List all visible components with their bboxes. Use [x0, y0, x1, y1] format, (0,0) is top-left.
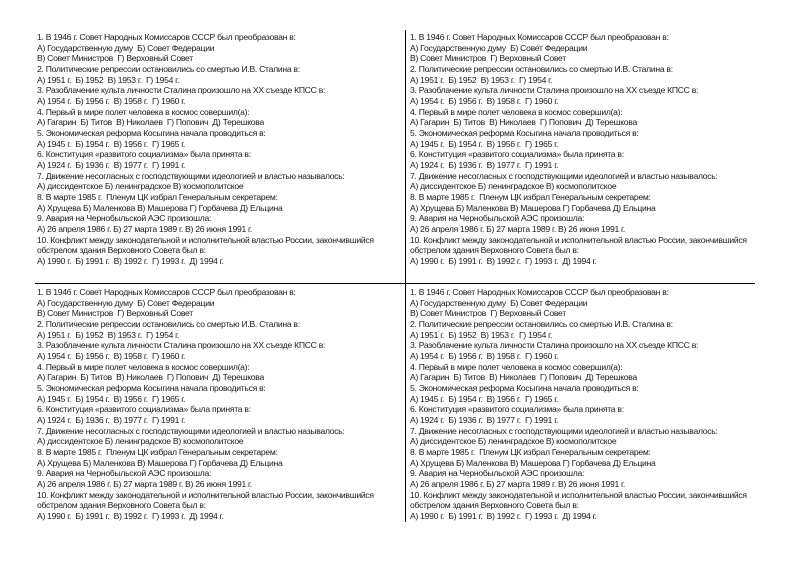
- quiz-line: А) 1924 г. Б) 1936 г. В) 1977 г. Г) 1991 г.: [410, 415, 559, 426]
- quiz-line: обстрелом здания Верховного Совета был в:: [410, 500, 579, 511]
- quiz-line: А) 1924 г. Б) 1936 г. В) 1977 г. Г) 1991 г.: [37, 160, 186, 171]
- quiz-line: А) диссидентское Б) ленинградское В) космополитское: [37, 436, 244, 447]
- quiz-line: А) Гагарин Б) Титов В) Николаев Г) Попович Д) Терешкова: [37, 372, 264, 383]
- quiz-line: обстрелом здания Верховного Совета был в:: [37, 500, 206, 511]
- quiz-line: А) 1924 г. Б) 1936 г. В) 1977 г. Г) 1991 г.: [37, 415, 186, 426]
- quiz-line: 10. Конфликт между законодательной и исполнительной властью России, закончившийся: [37, 234, 374, 245]
- quiz-line: А) 1951 г. Б) 1952 В) 1953 г. Г) 1954 г.: [410, 74, 553, 85]
- quiz-line: А) 1945 г. Б) 1954 г. В) 1956 г. Г) 1965 г.: [410, 138, 559, 149]
- quiz-line: 1. В 1946 г. Совет Народных Комиссаров СССР был преобразован в:: [37, 32, 296, 42]
- quiz-line: 9. Авария на Чернобыльской АЭС произошла:: [37, 468, 212, 479]
- quiz-line: 3. Разоблачение культа личности Сталина произошло на ХХ съезде КПСС в:: [37, 85, 326, 96]
- quiz-line: 2. Политические репрессии остановились со смертью И.В. Сталина в:: [410, 319, 673, 330]
- quiz-line: 6. Конституция «развитого социализма» была принята в:: [410, 404, 624, 415]
- quiz-line: А) 1945 г. Б) 1954 г. В) 1956 г. Г) 1965 г.: [410, 393, 559, 404]
- quiz-line: А) 1945 г. Б) 1954 г. В) 1956 г. Г) 1965 г.: [37, 393, 186, 404]
- quiz-line: 6. Конституция «развитого социализма» была принята в:: [37, 404, 251, 415]
- quiz-line: 7. Движение несогласных с господствующими идеологией и властью называлось:: [37, 170, 345, 181]
- quiz-line: А) диссидентское Б) ленинградское В) космополитское: [410, 436, 617, 447]
- quiz-line: В) Совет Министров Г) Верховный Совет: [37, 53, 193, 64]
- quiz-line: А) Гагарин Б) Титов В) Николаев Г) Попович Д) Терешкова: [37, 117, 264, 128]
- quiz-line: 4. Первый в мире полет человека в космос совершил(а):: [37, 106, 250, 117]
- quiz-line: 8. В марте 1985 г. Пленум ЦК избрал Генеральным секретарем:: [37, 447, 278, 458]
- quiz-line: А) 1945 г. Б) 1954 г. В) 1956 г. Г) 1965 г.: [37, 138, 186, 149]
- quiz-line: 2. Политические репрессии остановились со смертью И.В. Сталина в:: [37, 64, 300, 75]
- quiz-copy-bottom-left: [37, 287, 403, 522]
- quiz-line: 1. В 1946 г. Совет Народных Комиссаров СССР был преобразован в:: [410, 287, 669, 297]
- quiz-line: 3. Разоблачение культа личности Сталина произошло на ХХ съезде КПСС в:: [410, 340, 699, 351]
- quiz-line: 4. Первый в мире полет человека в космос совершил(а):: [37, 361, 250, 372]
- quiz-line: 6. Конституция «развитого социализма» была принята в:: [410, 149, 624, 160]
- quiz-line: 4. Первый в мире полет человека в космос совершил(а):: [410, 106, 623, 117]
- quiz-line: А) Государственную думу Б) Совет Федерации: [410, 297, 588, 308]
- quiz-line: 2. Политические репрессии остановились со смертью И.В. Сталина в:: [37, 319, 300, 330]
- quiz-line: А) 26 апреля 1986 г. Б) 27 марта 1989 г. В) 26 июня 1991 г.: [37, 224, 252, 235]
- quiz-line: 8. В марте 1985 г. Пленум ЦК избрал Генеральным секретарем:: [410, 447, 651, 458]
- quiz-copy-top-right: [410, 32, 796, 267]
- quiz-line: А) 1951 г. Б) 1952 В) 1953 г. Г) 1954 г.: [37, 74, 180, 85]
- quiz-line: 9. Авария на Чернобыльской АЭС произошла:: [37, 213, 212, 224]
- quiz-line: А) 1990 г. Б) 1991 г. В) 1992 г. Г) 1993 г. Д) 1994 г.: [37, 256, 224, 267]
- quiz-copy-bottom-right: [410, 287, 796, 522]
- quiz-line: 7. Движение несогласных с господствующими идеологией и властью называлось:: [410, 425, 718, 436]
- quiz-line: А) диссидентское Б) ленинградское В) космополитское: [37, 181, 244, 192]
- quiz-line: А) диссидентское Б) ленинградское В) космополитское: [410, 181, 617, 192]
- quiz-line: 5. Экономическая реформа Косыгина начала проводиться в:: [410, 383, 639, 394]
- quiz-line: А) Хрущева Б) Маленкова В) Машерова Г) Горбачева Д) Ельцина: [37, 202, 283, 213]
- quiz-line: 5. Экономическая реформа Косыгина начала проводиться в:: [37, 383, 266, 394]
- quiz-line: обстрелом здания Верховного Совета был в:: [37, 245, 206, 256]
- quiz-line: А) 1954 г. Б) 1956 г. В) 1958 г. Г) 1960 г.: [37, 96, 186, 107]
- quiz-line: 7. Движение несогласных с господствующими идеологией и властью называлось:: [410, 170, 718, 181]
- quiz-line: 5. Экономическая реформа Косыгина начала проводиться в:: [410, 128, 639, 139]
- quiz-line: А) Хрущева Б) Маленкова В) Машерова Г) Горбачева Д) Ельцина: [410, 202, 656, 213]
- row-divider-line: [35, 283, 755, 284]
- quiz-line: А) 1990 г. Б) 1991 г. В) 1992 г. Г) 1993 г. Д) 1994 г.: [410, 256, 597, 267]
- quiz-line: А) 1951 г. Б) 1952 В) 1953 г. Г) 1954 г.: [37, 329, 180, 340]
- quiz-line: 10. Конфликт между законодательной и исполнительной властью России, закончившийся: [410, 489, 747, 500]
- quiz-line: А) Хрущева Б) Маленкова В) Машерова Г) Горбачева Д) Ельцина: [410, 457, 656, 468]
- quiz-line: В) Совет Министров Г) Верховный Совет: [410, 308, 566, 319]
- quiz-line: 2. Политические репрессии остановились со смертью И.В. Сталина в:: [410, 64, 673, 75]
- quiz-line: А) 26 апреля 1986 г. Б) 27 марта 1989 г. В) 26 июня 1991 г.: [410, 224, 625, 235]
- quiz-line: 5. Экономическая реформа Косыгина начала проводиться в:: [37, 128, 266, 139]
- quiz-line: А) 1954 г. Б) 1956 г. В) 1958 г. Г) 1960 г.: [37, 351, 186, 362]
- quiz-line: 3. Разоблачение культа личности Сталина произошло на ХХ съезде КПСС в:: [37, 340, 326, 351]
- quiz-line: 1. В 1946 г. Совет Народных Комиссаров СССР был преобразован в:: [410, 32, 669, 42]
- quiz-line: 3. Разоблачение культа личности Сталина произошло на ХХ съезде КПСС в:: [410, 85, 699, 96]
- quiz-line: 6. Конституция «развитого социализма» была принята в:: [37, 149, 251, 160]
- quiz-line: А) Государственную думу Б) Совет Федерации: [37, 42, 215, 53]
- quiz-copy-top-left: [37, 32, 403, 267]
- quiz-line: 10. Конфликт между законодательной и исполнительной властью России, закончившийся: [410, 234, 747, 245]
- quiz-line: А) Хрущева Б) Маленкова В) Машерова Г) Горбачева Д) Ельцина: [37, 457, 283, 468]
- quiz-line: А) 1990 г. Б) 1991 г. В) 1992 г. Г) 1993 г. Д) 1994 г.: [37, 511, 224, 522]
- quiz-line: А) 1924 г. Б) 1936 г. В) 1977 г. Г) 1991 г.: [410, 160, 559, 171]
- quiz-line: А) 1990 г. Б) 1991 г. В) 1992 г. Г) 1993 г. Д) 1994 г.: [410, 511, 597, 522]
- quiz-line: В) Совет Министров Г) Верховный Совет: [410, 53, 566, 64]
- quiz-line: 4. Первый в мире полет человека в космос совершил(а):: [410, 361, 623, 372]
- quiz-line: А) Гагарин Б) Титов В) Николаев Г) Попович Д) Терешкова: [410, 117, 637, 128]
- quiz-line: А) 1954 г. Б) 1956 г. В) 1958 г. Г) 1960 г.: [410, 96, 559, 107]
- quiz-line: 8. В марте 1985 г. Пленум ЦК избрал Генеральным секретарем:: [410, 192, 651, 203]
- quiz-line: 7. Движение несогласных с господствующими идеологией и властью называлось:: [37, 425, 345, 436]
- quiz-line: А) 1954 г. Б) 1956 г. В) 1958 г. Г) 1960 г.: [410, 351, 559, 362]
- column-divider-line: [405, 30, 406, 522]
- quiz-line: А) Государственную думу Б) Совет Федерации: [410, 42, 588, 53]
- quiz-line: 1. В 1946 г. Совет Народных Комиссаров СССР был преобразован в:: [37, 287, 296, 297]
- quiz-line: 9. Авария на Чернобыльской АЭС произошла:: [410, 213, 585, 224]
- quiz-line: 10. Конфликт между законодательной и исполнительной властью России, закончившийся: [37, 489, 374, 500]
- quiz-line: 9. Авария на Чернобыльской АЭС произошла:: [410, 468, 585, 479]
- quiz-line: А) 26 апреля 1986 г. Б) 27 марта 1989 г. В) 26 июня 1991 г.: [37, 479, 252, 490]
- quiz-line: А) 1951 г. Б) 1952 В) 1953 г. Г) 1954 г.: [410, 329, 553, 340]
- quiz-line: В) Совет Министров Г) Верховный Совет: [37, 308, 193, 319]
- quiz-line: 8. В марте 1985 г. Пленум ЦК избрал Генеральным секретарем:: [37, 192, 278, 203]
- quiz-line: А) 26 апреля 1986 г. Б) 27 марта 1989 г. В) 26 июня 1991 г.: [410, 479, 625, 490]
- quiz-line: обстрелом здания Верховного Совета был в:: [410, 245, 579, 256]
- quiz-line: А) Гагарин Б) Титов В) Николаев Г) Попович Д) Терешкова: [410, 372, 637, 383]
- quiz-line: А) Государственную думу Б) Совет Федерации: [37, 297, 215, 308]
